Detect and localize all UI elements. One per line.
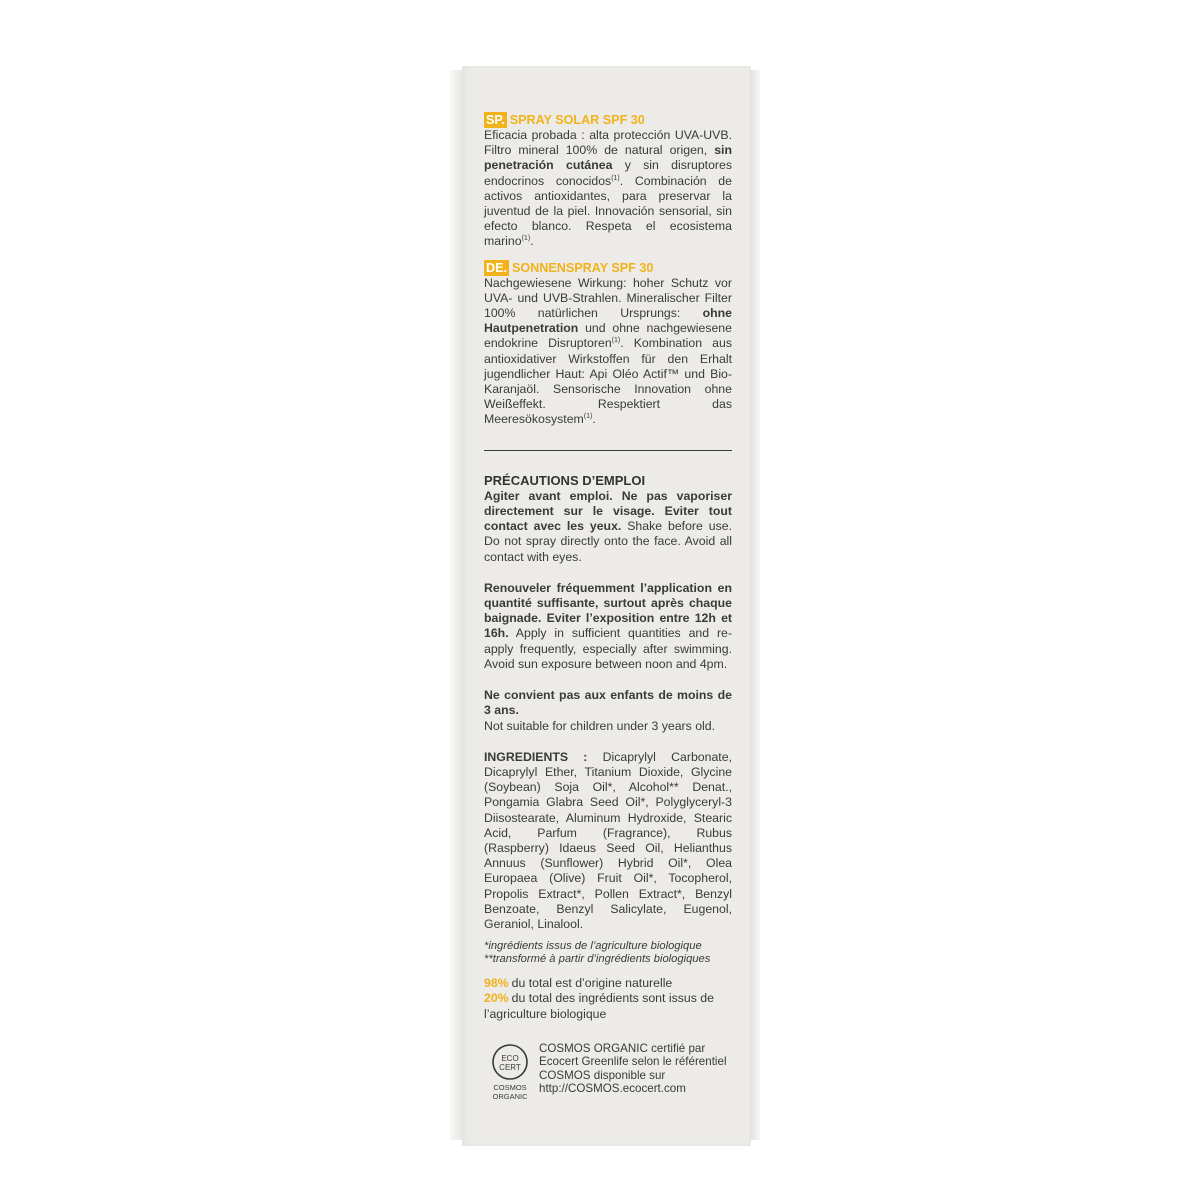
precautions-block-3 [484, 688, 732, 734]
precautions-block-2 [484, 581, 732, 672]
ecocert-logo-organic: ORGANIC [492, 1091, 528, 1101]
ingredients-list: Dicaprylyl Carbonate, Dicaprylyl Ether, Titanium Dioxide, Glycine (Soybean) Soja Oil*, Alcohol** Denat., Pongamia Glabra Seed Oil*, Polyglyceryl-3 Diisostearate, Aluminum Hydroxide, Stearic Acid, Parfum (Fragrance), Rubus (Raspberry) Idaeus Seed Oil, Helianthus Annuus (Sunflower) Hybrid Oil*, Olea Europaea (Olive) Fruit Oil*, Tocopherol, Propolis Extract*, Pollen Extract*, Benzyl Benzoate, Benzyl Salicylate, Eugenol, Geraniol, Linalool. [484, 749, 732, 931]
box-right-edge [750, 70, 760, 1140]
ingredients-paragraph [484, 750, 732, 932]
ingredients-label: INGREDIENTS : [484, 749, 588, 764]
natural-origin-percent: 98% [484, 976, 509, 991]
precautions-fr-1: Agiter avant emploi. Ne pas vaporiser directement sur le visage. Eviter tout contact avec les yeux. [484, 488, 732, 534]
precautions-block-1 [484, 489, 732, 565]
precautions-fr-2: Renouveler fréquemment l’application en quantité suffisante, surtout après chaque baignade. Eviter l’exposition entre 12h et 16h. [484, 580, 732, 641]
footnote-mark: (1) [521, 235, 531, 243]
spanish-text-bold: sin penetración cutánea [484, 143, 732, 173]
spanish-paragraph: Eficacia probada : alta protección UVA-UVB. Filtro mineral 100% de natural origen, sin penetración cutánea y sin disruptores endocrinos conocidos$^{(1)}$. Combinación de activos antioxidantes, para preservar la juventud de la piel. Innovación sensorial, sin efecto blanco. Respeta el ecosistema marino$^{(1)}$. [484, 128, 732, 249]
organic-percent: 20% [484, 991, 509, 1006]
spanish-text-3: Combinación de activos antioxidantes, para preservar la juventud de la piel. Innovación sensorial, sin efecto blanco. Respeta el ecosistema marino [484, 173, 732, 249]
spanish-section [484, 112, 732, 250]
german-text-1: Nachgewiesene Wirkung: hoher Schutz vor UVA- und UVB-Strahlen. Mineralischer Filter 100% natürlichen Ursprungs: [484, 275, 732, 321]
ingredients-note-transformed: **transformé à partir d’ingrédients biologiques [484, 953, 711, 966]
german-text-2: und ohne nachgewiesene endokrine Disruptoren [484, 321, 732, 351]
ingredients-section [484, 750, 732, 966]
german-text-3: . Kombination aus antioxidativer Wirkstoffen für den Erhalt jugendlicher Haut: Api Oléo Actif™ und Bio-Karanjaöl. Sensorische Innovation ohne Weißeffekt. Respektiert das Meeresökosystem [484, 336, 732, 427]
spacer [484, 565, 732, 581]
ecocert-logo-top: ECO [501, 1053, 519, 1063]
certification-block [484, 1042, 732, 1102]
footnote-mark: (1) [611, 337, 621, 345]
ecocert-logo-cosmos: COSMOS [493, 1082, 527, 1092]
german-text-bold: ohne Hautpenetration [484, 306, 732, 336]
spanish-text-1: Eficacia probada : alta protección UVA-UVB. Filtro mineral 100% de natural origen, [484, 128, 732, 158]
precautions-title: PRÉCAUTIONS D’EMPLOI [484, 472, 646, 488]
german-heading [484, 260, 732, 276]
german-paragraph: Nachgewiesene Wirkung: hoher Schutz vor UVA- und UVB-Strahlen. Mineralischer Filter 100% natürlichen Ursprungs: ohne Hautpenetration und ohne nachgewiesene endokrine Disruptoren$^{(1)}$. Kombination aus antioxidativer Wirkstoffen für den Erhalt jugendlicher Haut: Api Oléo Actif™ und Bio-Karanjaöl. Sensorische Innovation ohne Weißeffekt. Respektiert das Meeresökosystem$^{(1)}$. [484, 275, 732, 427]
german-section [484, 260, 732, 428]
origin-section [484, 976, 732, 1022]
precautions-en-3: Not suitable for children under 3 years old. [484, 718, 716, 733]
spanish-heading [484, 112, 732, 128]
footnote-mark: (1) [611, 174, 620, 182]
ingredients-note-organic: *ingrédients issus de l’agriculture biologique [484, 940, 702, 953]
precautions-en-2: Apply in sufficient quantities and re-apply frequently, especially after swimming. Avoid sun exposure between noon and 4pm. [484, 626, 732, 671]
ecocert-logo-bottom: CERT [499, 1062, 521, 1072]
language-tag-de: DE. [486, 260, 507, 275]
spacer [484, 734, 732, 750]
german-title: SONNENSPRAY SPF 30 [512, 260, 654, 275]
ecocert-logo [484, 1042, 536, 1102]
organic-text: du total des ingrédients sont issus de l’agriculture biologique [484, 991, 714, 1021]
certification-text: COSMOS ORGANIC certifié par Ecocert Greenlife selon le référentiel COSMOS disponible sur http://COSMOS.ecocert.com [539, 1041, 727, 1096]
footnote-mark: (1) [583, 413, 593, 421]
divider-line [484, 450, 732, 451]
origin-line-1 [484, 976, 732, 991]
precautions-fr-3: Ne convient pas aux enfants de moins de 3 ans. [484, 688, 732, 718]
spanish-text-2: y sin disruptores endocrinos conocidos [484, 158, 732, 188]
label-text-column [484, 112, 732, 1102]
precautions-section [484, 473, 732, 734]
spanish-title: SPRAY SOLAR SPF 30 [509, 113, 645, 127]
origin-line-2 [484, 991, 732, 1021]
spacer [484, 672, 732, 688]
language-tag-sp: SP. [486, 113, 505, 127]
natural-origin-text: du total est d’origine naturelle [511, 976, 673, 991]
precautions-en-1: Shake before use. Do not spray directly onto the face. Avoid all contact with eyes. [484, 519, 733, 564]
